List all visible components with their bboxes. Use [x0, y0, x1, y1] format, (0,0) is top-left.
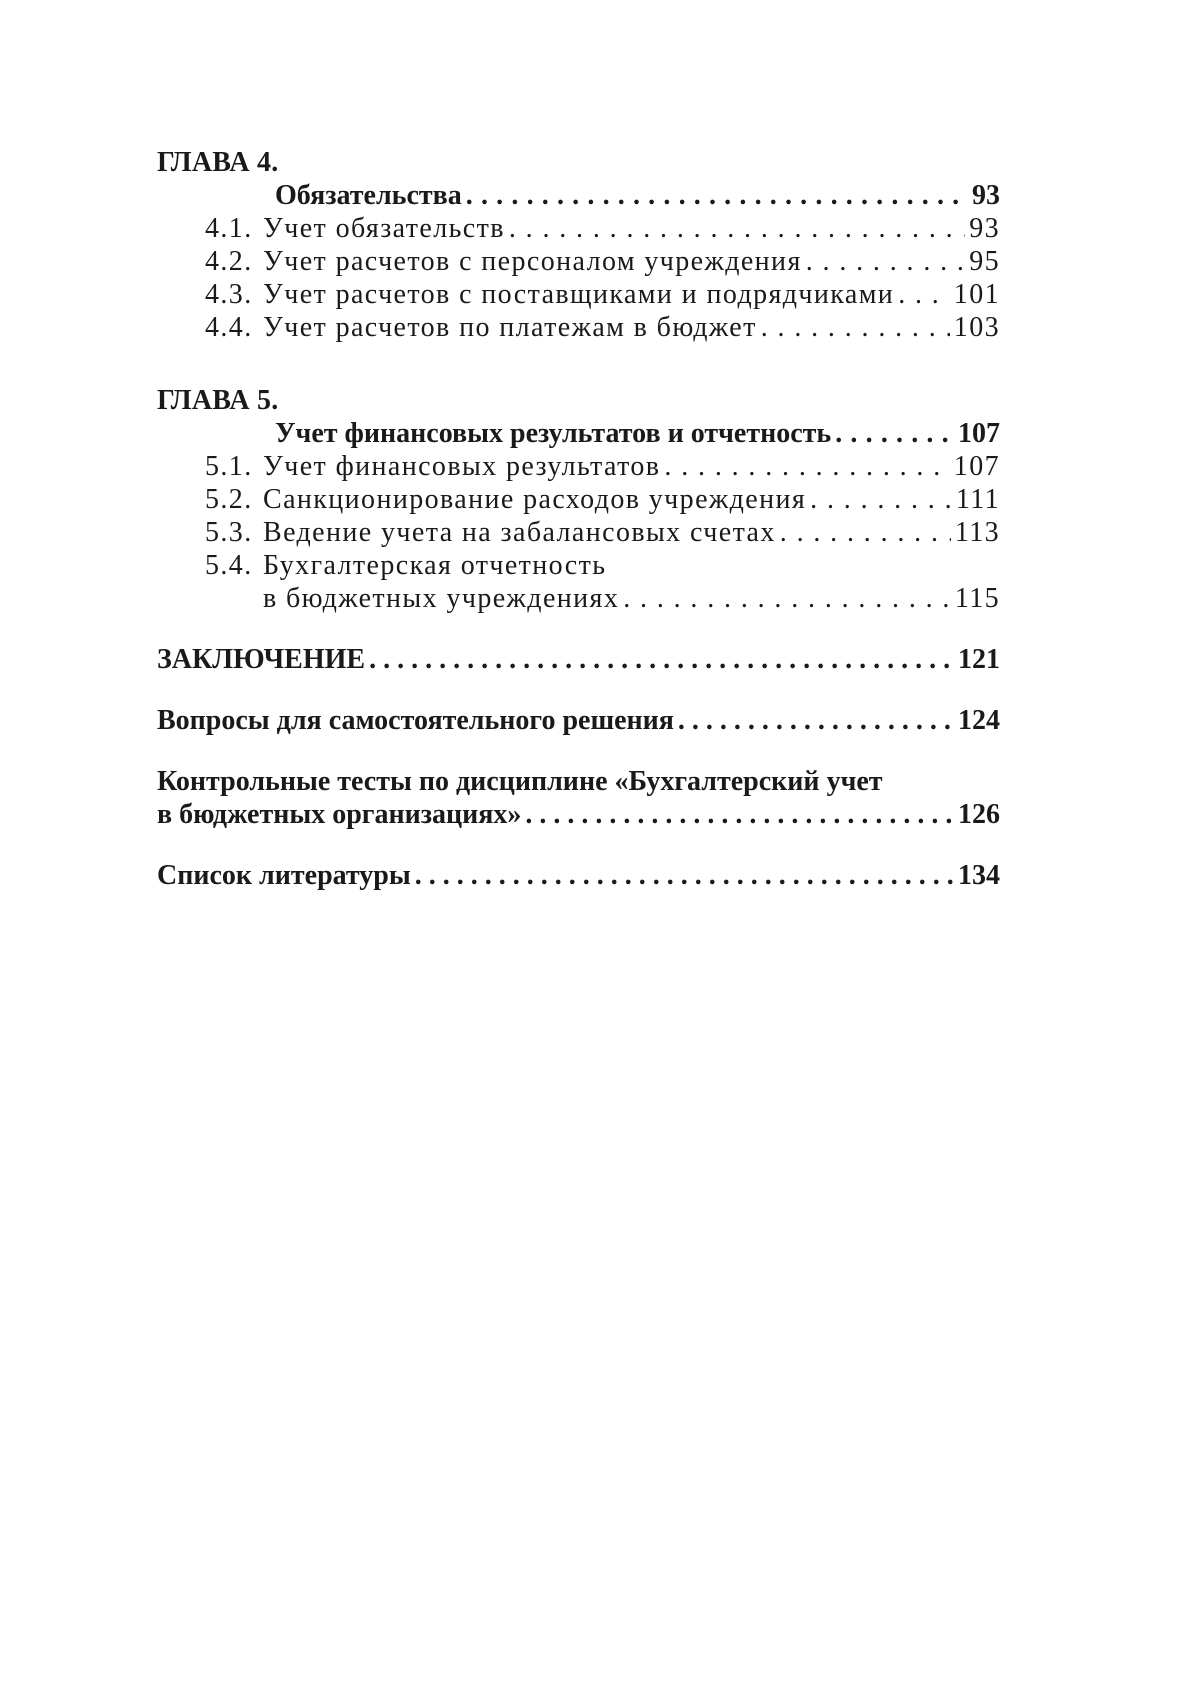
- leader-dots: [466, 179, 968, 212]
- tests-title-cont: в бюджетных организациях»: [157, 799, 522, 830]
- chapter-4-entry[interactable]: [157, 179, 1000, 212]
- section-page: 95: [969, 246, 1000, 277]
- section-page: 93: [969, 213, 1000, 244]
- section-number: 5.4.: [205, 550, 253, 581]
- leader-dots: [835, 417, 954, 450]
- section-page: 103: [953, 312, 1000, 343]
- section-4-3-entry[interactable]: [157, 278, 1000, 311]
- references-title: Список литературы: [157, 860, 411, 891]
- leader-dots: [761, 311, 950, 344]
- section-title: Учет расчетов с персоналом учреждения: [263, 246, 802, 277]
- conclusion-page: 121: [958, 644, 1000, 675]
- leader-dots: [525, 798, 954, 831]
- section-page: 107: [953, 451, 1000, 482]
- references-page: 134: [958, 860, 1000, 891]
- tests-entry[interactable]: [157, 765, 1000, 798]
- section-5-4-entry-cont[interactable]: [157, 582, 1000, 615]
- section-title: Учет финансовых результатов: [263, 451, 661, 482]
- section-4-1-entry[interactable]: [157, 212, 1000, 245]
- leader-dots: [806, 245, 965, 278]
- section-number: 4.2.: [205, 246, 253, 277]
- section-title: Учет расчетов с поставщиками и подрядчиками: [263, 279, 895, 310]
- leader-dots: [780, 516, 951, 549]
- section-title: Учет расчетов по платежам в бюджет: [263, 312, 757, 343]
- references-entry[interactable]: [157, 859, 1000, 892]
- section-4-4-entry[interactable]: [157, 311, 1000, 344]
- section-page: 101: [953, 279, 1000, 310]
- section-5-3-entry[interactable]: [157, 516, 1000, 549]
- questions-page: 124: [958, 705, 1000, 736]
- section-title: Бухгалтерская отчетность: [263, 550, 607, 581]
- section-number: 5.1.: [205, 451, 253, 482]
- questions-title: Вопросы для самостоятельного решения: [157, 705, 674, 736]
- section-number: 4.3.: [205, 279, 253, 310]
- leader-dots: [898, 278, 950, 311]
- tests-page: 126: [958, 799, 1000, 830]
- leader-dots: [415, 859, 954, 892]
- section-number: 4.4.: [205, 312, 253, 343]
- section-5-1-entry[interactable]: [157, 450, 1000, 483]
- chapter-5-title: Учет финансовых результатов и отчетность: [275, 418, 832, 449]
- section-number: 5.3.: [205, 517, 253, 548]
- leader-dots: [369, 643, 954, 676]
- chapter-4-title: Обязательства: [275, 180, 462, 211]
- section-title: Санкционирование расходов учреждения: [263, 484, 807, 515]
- chapter-5-page: 107: [958, 418, 1000, 449]
- chapter-5-entry[interactable]: [157, 417, 1000, 450]
- tests-title: Контрольные тесты по дисциплине «Бухгалтерский учет: [157, 766, 883, 797]
- section-number: 5.2.: [205, 484, 253, 515]
- leader-dots: [623, 582, 951, 615]
- section-page: 115: [954, 583, 1000, 614]
- questions-entry[interactable]: [157, 704, 1000, 737]
- section-5-2-entry[interactable]: [157, 483, 1000, 516]
- section-number: 4.1.: [205, 213, 253, 244]
- section-title: Учет обязательств: [263, 213, 505, 244]
- chapter-4-label: ГЛАВА 4.: [157, 147, 279, 178]
- table-of-contents: [157, 146, 1000, 892]
- section-page: 111: [955, 484, 1000, 515]
- section-title-cont: в бюджетных учреждениях: [263, 583, 620, 614]
- section-5-4-entry[interactable]: [157, 549, 1000, 582]
- chapter-5-label: ГЛАВА 5.: [157, 385, 279, 416]
- conclusion-title: ЗАКЛЮЧЕНИЕ: [157, 644, 366, 675]
- chapter-4-page: 93: [972, 180, 1000, 211]
- section-page: 113: [954, 517, 1000, 548]
- leader-dots: [810, 483, 952, 516]
- tests-entry-cont[interactable]: [157, 798, 1000, 831]
- leader-dots: [509, 212, 965, 245]
- conclusion-entry[interactable]: [157, 643, 1000, 676]
- leader-dots: [678, 704, 954, 737]
- section-title: Ведение учета на забалансовых счетах: [263, 517, 776, 548]
- section-4-2-entry[interactable]: [157, 245, 1000, 278]
- leader-dots: [664, 450, 949, 483]
